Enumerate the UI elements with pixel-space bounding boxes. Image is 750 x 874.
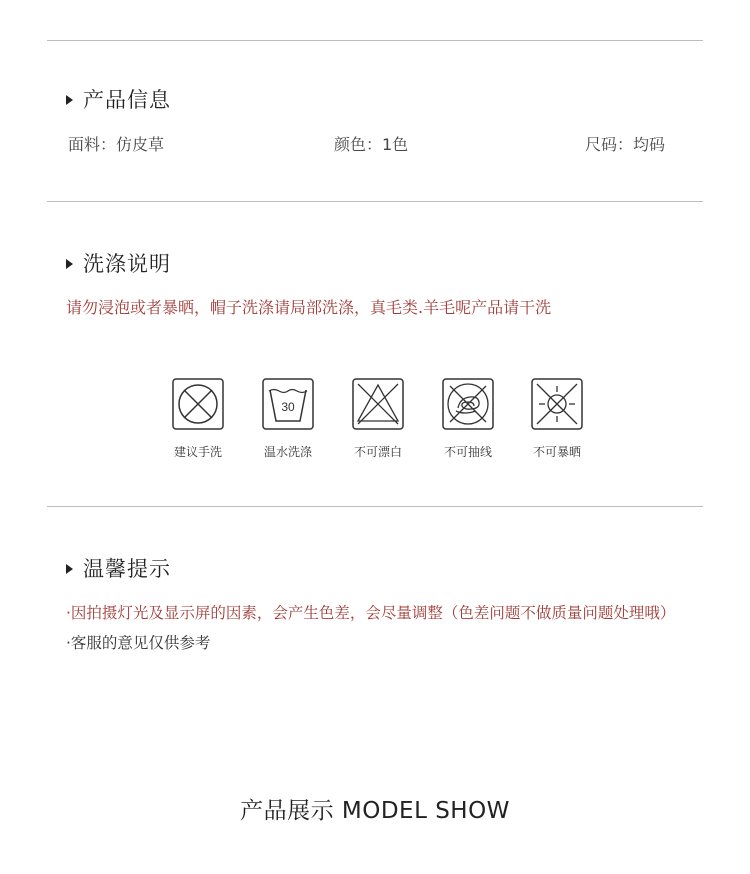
size-info: 尺码：均码: [585, 135, 666, 154]
care-item-no-pull-thread: [433, 378, 503, 460]
tip-service-advice: ·客服的意见仅供参考: [66, 634, 211, 652]
washing-heading: [66, 248, 171, 278]
washing-title: 洗涤说明: [83, 252, 171, 276]
care-label: 不可漂白: [353, 445, 402, 459]
color-info: 颜色：1色: [334, 135, 409, 154]
warm-water-wash-icon: [262, 378, 314, 430]
triangle-bullet-icon: [66, 259, 73, 269]
no-sun-exposure-icon: [531, 378, 583, 430]
divider: [47, 506, 703, 507]
material-info: 面料：仿皮草: [68, 135, 165, 154]
tip-color-difference: ·因拍摄灯光及显示屏的因素，会产生色差，会尽量调整（色差问题不做质量问题处理哦）: [66, 604, 676, 622]
tips-title: 温馨提示: [83, 557, 171, 581]
product-info-title: 产品信息: [83, 88, 171, 112]
model-show-title: 产品展示 MODEL SHOW: [240, 798, 510, 824]
no-bleach-icon: [352, 378, 404, 430]
care-item-no-bleach: [343, 378, 413, 460]
care-item-no-sun: [522, 378, 592, 460]
care-label: 建议手洗: [173, 445, 222, 459]
care-item-hand-wash: [163, 378, 233, 460]
care-label: 不可暴晒: [532, 445, 581, 459]
product-info-heading: [66, 84, 171, 114]
no-pull-thread-icon: [442, 378, 494, 430]
care-item-warm-wash: [253, 378, 323, 460]
divider: [47, 40, 703, 41]
divider: [47, 201, 703, 202]
triangle-bullet-icon: [66, 564, 73, 574]
hand-wash-icon: [172, 378, 224, 430]
care-label: 不可抽线: [443, 445, 492, 459]
triangle-bullet-icon: [66, 95, 73, 105]
care-icons-row: [0, 378, 750, 468]
tips-heading: [66, 553, 171, 583]
wash-temperature: 30: [281, 400, 295, 414]
care-label: 温水洗涤: [263, 445, 312, 459]
washing-note: 请勿浸泡或者暴晒，帽子洗涤请局部洗涤，真毛类.羊毛呢产品请干洗: [66, 298, 552, 317]
